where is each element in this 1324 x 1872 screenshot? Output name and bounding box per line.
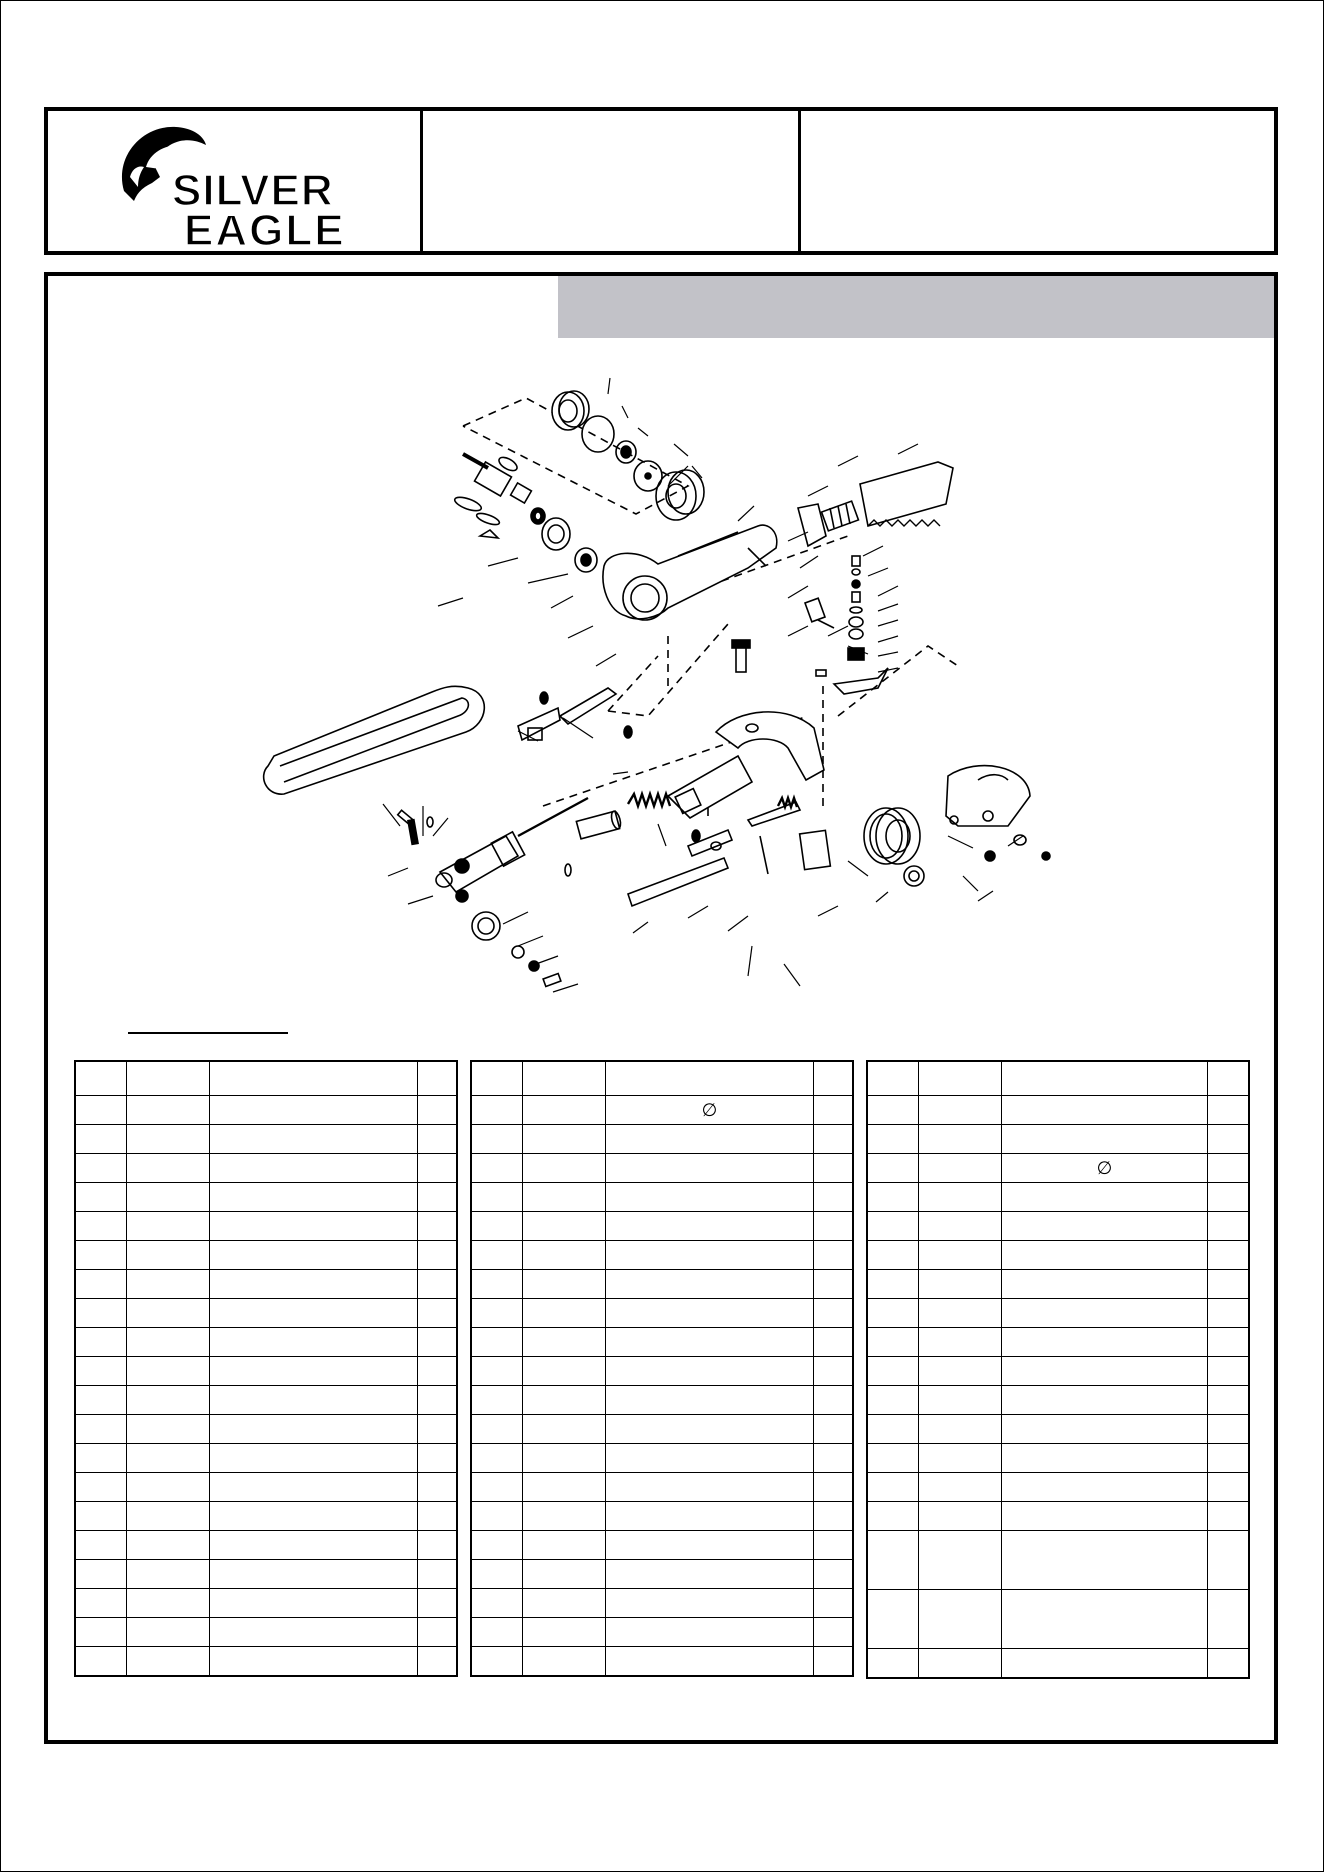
table-row [867, 1212, 1249, 1241]
diameter-symbol: ∅ [1096, 1158, 1113, 1178]
table-row [75, 1560, 457, 1589]
table-row [471, 1647, 853, 1677]
exhaust-cover-part [860, 462, 953, 526]
parts-table-middle [470, 1060, 854, 1677]
document-header [44, 107, 1278, 255]
throttle-lever-part [816, 668, 888, 694]
table-row [867, 1096, 1249, 1125]
gear-housing-part [656, 470, 704, 520]
table-row [867, 1270, 1249, 1299]
table-row [471, 1589, 853, 1618]
table-header-row [75, 1061, 457, 1096]
valve-stack-parts [848, 556, 864, 660]
table-row [75, 1096, 457, 1125]
drive-wheel-part [864, 808, 920, 864]
table-row [75, 1270, 457, 1299]
table-row [75, 1212, 457, 1241]
table-row [75, 1241, 457, 1270]
tension-spring-part [628, 794, 670, 806]
table-row [471, 1328, 853, 1357]
table-row [867, 1357, 1249, 1386]
header-middle-cell [420, 111, 801, 251]
table-row [75, 1154, 457, 1183]
contact-arm-part [668, 712, 824, 818]
main-panel [44, 272, 1278, 1744]
inlet-bushing-part [822, 501, 859, 531]
brand-name-line1: SILVER [172, 166, 334, 215]
abrasive-belt-part [264, 686, 485, 794]
table-row [867, 1444, 1249, 1473]
ring-gear-part [552, 391, 589, 430]
wheel-guard-part [946, 766, 1050, 861]
table-row [75, 1328, 457, 1357]
table-row [471, 1531, 853, 1560]
pad-plate-part [800, 830, 831, 869]
platen-part [628, 830, 732, 906]
table-row [471, 1154, 853, 1183]
silver-eagle-logo [94, 117, 394, 247]
table-row [471, 1270, 853, 1299]
section-underline [128, 1032, 288, 1034]
table-row [867, 1415, 1249, 1444]
title-band [558, 276, 1274, 338]
table-row [471, 1415, 853, 1444]
table-row [75, 1647, 457, 1677]
table-row [867, 1328, 1249, 1357]
table-row [471, 1357, 853, 1386]
inlet-bracket-part [798, 504, 826, 546]
o-ring-part [582, 416, 614, 452]
table-row [75, 1415, 457, 1444]
table-row [75, 1531, 457, 1560]
exploded-parts-diagram [48, 336, 1274, 1036]
bolt-part [732, 640, 750, 672]
table-row [75, 1125, 457, 1154]
table-row [471, 1618, 853, 1647]
table-row [75, 1444, 457, 1473]
table-row [471, 1502, 853, 1531]
table-row [471, 1183, 853, 1212]
table-row [471, 1299, 853, 1328]
rotor-assembly [453, 454, 597, 572]
table-row [75, 1589, 457, 1618]
trigger-lever-part [518, 688, 632, 740]
table-row [867, 1386, 1249, 1415]
sleeve-part [576, 810, 622, 839]
table-row [867, 1183, 1249, 1212]
table-row [867, 1531, 1249, 1590]
header-right-cell [798, 111, 1277, 251]
table-row [471, 1560, 853, 1589]
table-row [471, 1125, 853, 1154]
table-row [75, 1357, 457, 1386]
wheel-nut-part [904, 866, 924, 886]
table-row [867, 1154, 1249, 1183]
logo-cell [48, 111, 420, 251]
parts-table-left [74, 1060, 458, 1677]
table-row [471, 1473, 853, 1502]
valve-pin-part [805, 598, 834, 628]
table-row [75, 1502, 457, 1531]
table-row [471, 1386, 853, 1415]
parts-table-right [866, 1060, 1250, 1679]
table-row [867, 1590, 1249, 1649]
link-assembly [398, 798, 588, 986]
wrench-part [748, 802, 800, 874]
table-row [75, 1386, 457, 1415]
table-row [75, 1618, 457, 1647]
table-row [75, 1183, 457, 1212]
table-header-row [471, 1061, 853, 1096]
table-row [471, 1444, 853, 1473]
table-row [867, 1241, 1249, 1270]
table-row [471, 1212, 853, 1241]
brand-name-line2: EAGLE [184, 206, 346, 247]
table-row [867, 1299, 1249, 1328]
diameter-symbol: ∅ [701, 1100, 718, 1120]
table-row [867, 1502, 1249, 1531]
table-header-row [867, 1061, 1249, 1096]
table-row [75, 1473, 457, 1502]
table-row [867, 1649, 1249, 1679]
table-row [867, 1473, 1249, 1502]
table-row [471, 1241, 853, 1270]
assembly-guide-lines [463, 398, 958, 816]
main-housing-part [603, 525, 777, 620]
table-row [75, 1299, 457, 1328]
bearing-part [616, 441, 636, 463]
table-row [867, 1125, 1249, 1154]
table-row [471, 1096, 853, 1125]
